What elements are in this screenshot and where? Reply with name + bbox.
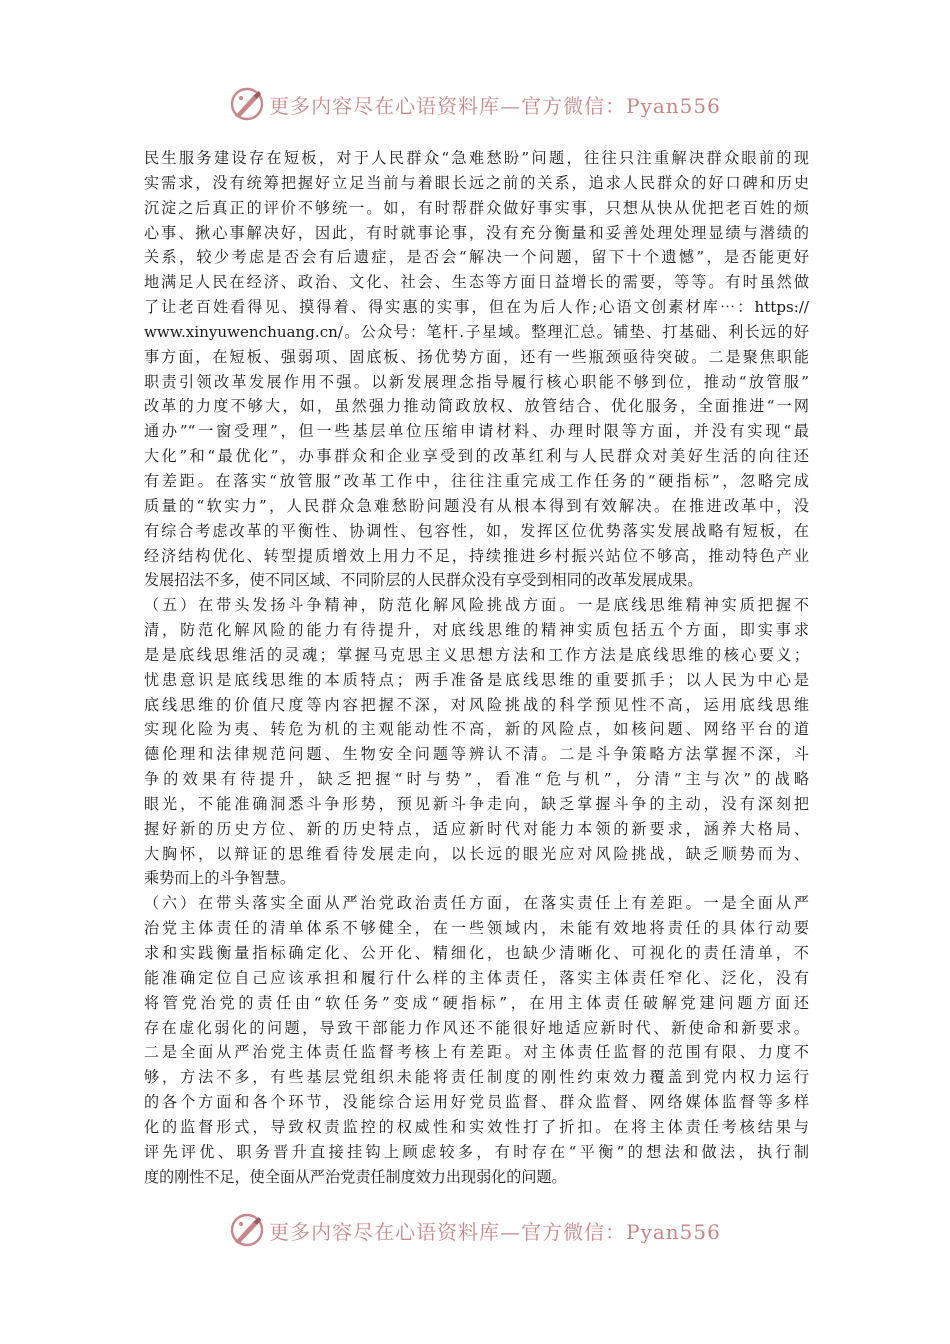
text-line: 底线思维的价值尺度等内容把握不深，对风险挑战的科学预见性不高，运用底线思维: [144, 695, 809, 714]
text-line: （五）在带头发扬斗争精神，防范化解风险挑战方面。一是底线思维精神实质把握不: [144, 596, 809, 615]
text-line: 评先评优、职务晋升直接挂钩上顾虑较多，有时存在“平衡”的想法和做法，执行制: [144, 1142, 809, 1161]
text-line: 存在虚化弱化的问题，导致干部能力作风还不能很好地适应新时代、新使命和新要求。: [144, 1018, 809, 1037]
text-line: 够，方法不多，有些基层党组织未能将责任制度的刚性约束效力覆盖到党内权力运行: [144, 1068, 809, 1087]
text-line: 度的刚性不足，使全面从严治党责任制度效力出现弱化的问题。: [144, 1167, 567, 1186]
text-line: 争的效果有待提升，缺乏把握“时与势”，看准“危与机”，分清“主与次”的战略: [144, 770, 809, 789]
text-line: 的各个方面和各个环节，没能综合运用好党员监督、群众监督、网络媒体监督等多样: [144, 1093, 809, 1112]
text-line: 握好新的历史方位、新的历史特点，适应新时代对能力本领的新要求，涵养大格局、: [144, 819, 809, 838]
text-line: 沉淀之后真正的评价不够统一。如，有时帮群众做好事实事，只想从快从优把老百姓的烦: [144, 198, 809, 217]
logo-icon: [229, 86, 265, 122]
text-line: 地满足人民在经济、政治、文化、社会、生态等方面日益增长的需要，等等。有时虽然做: [144, 273, 809, 292]
text-line: 大化”和“最优化”，办事群众和企业享受到的改革红利与人民群众对美好生活的向往还: [144, 447, 809, 466]
text-line: 实需求，没有统筹把握好立足当前与着眼长远之前的关系，追求人民群众的好口碑和历史: [144, 173, 809, 192]
document-body: [144, 146, 809, 1189]
text-line: 职责引领改革发展作用不强。以新发展理念指导履行核心职能不够到位，推动“放管服”: [144, 372, 809, 391]
text-line: 有差距。在落实“放管服”改革工作中，往往注重完成工作任务的“硬指标”，忽略完成: [144, 471, 809, 490]
text-line: 心事、揪心事解决好，因此，有时就事论事，没有充分衡量和妥善处理处理显绩与潜绩的: [144, 223, 809, 242]
text-line: 有综合考虑改革的平衡性、协调性、包容性，如，发挥区位优势落实发展战略有短板，在: [144, 521, 809, 540]
text-line: 乘势而上的斗争智慧。: [144, 869, 295, 888]
text-line: 发展招法不多，使不同区域、不同阶层的人民群众没有享受到相同的改革发展成果。: [144, 571, 703, 590]
text-line: 二是全面从严治党主体责任监督考核上有差距。对主体责任监督的范围有限、力度不: [144, 1043, 809, 1062]
text-line: 是是底线思维活的灵魂；掌握马克思主义思想方法和工作方法是底线思维的核心要义；: [144, 645, 809, 664]
text-line: 化的监督形式，导致权责监控的权威性和实效性打了折扣。在将主体责任考核结果与: [144, 1117, 809, 1136]
text-line: 能准确定位自己应该承担和履行什么样的主体责任，落实主体责任窄化、泛化，没有: [144, 968, 809, 987]
text-line: 通办”“一窗受理”，但一些基层单位压缩申请材料、办理时限等方面，并没有实现“最: [144, 422, 809, 441]
footer-watermark-banner: [0, 1210, 950, 1250]
text-line: 关系，较少考虑是否会有后遗症，是否会“解决一个问题，留下十个遗憾”，是否能更好: [144, 248, 809, 267]
text-line: www.xinyuwenchuang.cn/。公众号：笔杆.子星域。整理汇总。铺垫、打基础、利长远的好: [144, 322, 809, 341]
text-line: （六）在带头落实全面从严治党政治责任方面，在落实责任上有差距。一是全面从严: [144, 894, 809, 913]
text-line: 求和实践衡量指标确定化、公开化、精细化，也缺少清晰化、可视化的责任清单，不: [144, 944, 809, 962]
footer-watermark-text: 更多内容尽在心语资料库—官方微信：Pyan556: [269, 1219, 721, 1244]
text-line: 事方面，在短板、强弱项、固底板、扬优势方面，还有一些瓶颈亟待突破。二是聚焦职能: [144, 347, 809, 366]
text-line: 大胸怀，以辩证的思维看待发展走向，以长远的眼光应对风险挑战，缺乏顺势而为、: [144, 844, 809, 863]
text-line: 民生服务建设存在短板，对于人民群众“急难愁盼”问题，往往只注重解决群众眼前的现: [144, 149, 809, 167]
logo-icon: [229, 1212, 265, 1248]
text-line: 了让老百姓看得见、摸得着、得实惠的实事，但在为后人作;心语文创素材库⋯：https://: [144, 298, 809, 317]
text-line: 质量的“软实力”，人民群众急难愁盼问题没有从根本得到有效解决。在推进改革中，没: [144, 496, 809, 515]
text-line: 经济结构优化、转型提质增效上用力不足，持续推进乡村振兴站位不够高，推动特色产业: [144, 546, 809, 565]
text-line: 治党主体责任的清单体系不够健全，在一些领域内，未能有效地将责任的具体行动要: [144, 919, 809, 938]
text-line: 将管党治党的责任由“软任务”变成“硬指标”，在用主体责任破解党建问题方面还: [144, 993, 809, 1012]
text-line: 眼光，不能准确洞悉斗争形势，预见新斗争走向，缺乏掌握斗争的主动，没有深刻把: [144, 794, 809, 813]
text-line: 改革的力度不够大，如，虽然强力推动简政放权、放管结合、优化服务，全面推进“一网: [144, 397, 809, 416]
header-watermark-banner: [0, 84, 950, 124]
text-line: 忧患意识是底线思维的本质特点；两手准备是底线思维的重要抓手；以人民为中心是: [144, 670, 809, 689]
header-watermark-text: 更多内容尽在心语资料库—官方微信：Pyan556: [269, 93, 721, 118]
text-line: 德伦理和法律规范问题、生物安全问题等辨认不清。二是斗争策略方法掌握不深，斗: [144, 745, 809, 764]
text-line: 实现化险为夷、转危为机的主观能动性不高，新的风险点，如核问题、网络平台的道: [144, 720, 809, 739]
text-line: 清，防范化解风险的能力有待提升，对底线思维的精神实质包括五个方面，即实事求: [144, 621, 809, 640]
